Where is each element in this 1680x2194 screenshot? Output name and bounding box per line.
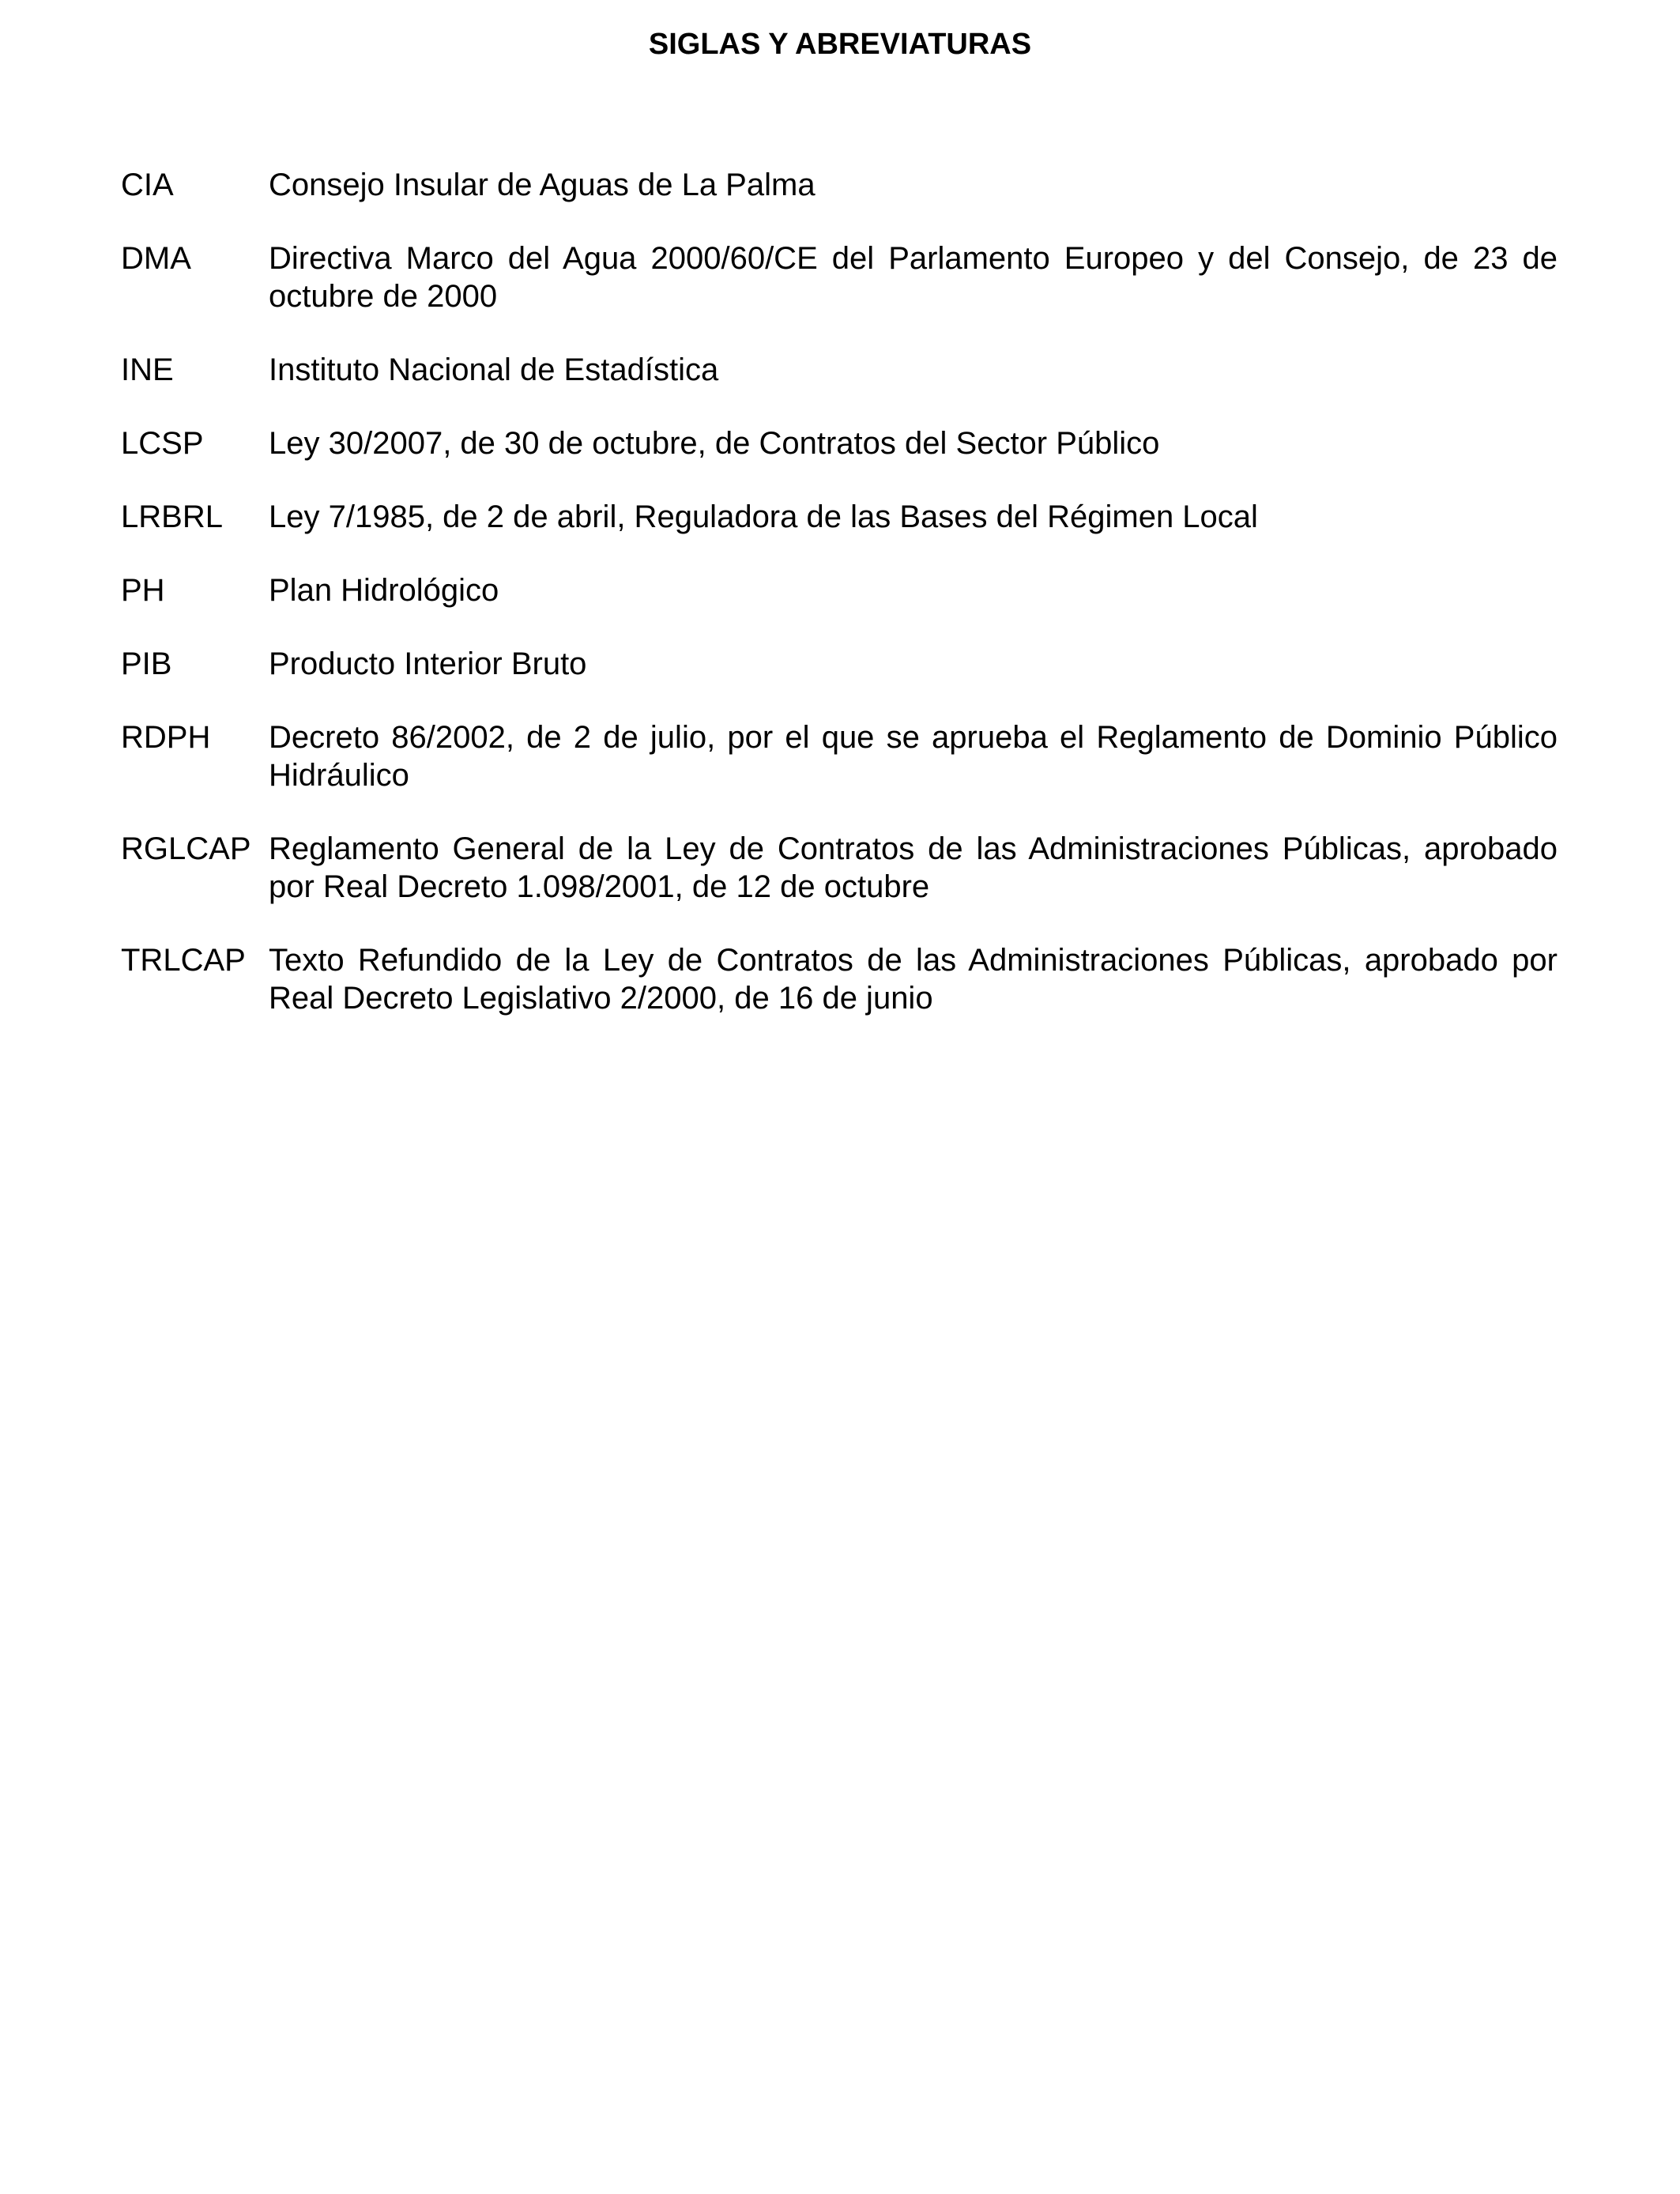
abbreviation-term: RGLCAP: [121, 831, 251, 866]
abbreviation-definition: Directiva Marco del Agua 2000/60/CE del Parlamento Europeo y del Consejo, de 23 de octubre de 2000: [269, 241, 1558, 314]
abbreviation-definition: Reglamento General de la Ley de Contratos de las Administraciones Públicas, aprobado por Real Decreto 1.098/2001, de 12 de octubre: [269, 831, 1558, 904]
abbreviation-list: [121, 166, 1558, 1053]
abbreviation-entry-trlcap: [121, 941, 1558, 1017]
abbreviation-entry-rglcap: [121, 830, 1558, 906]
abbreviation-term: RDPH: [121, 720, 211, 755]
abbreviation-definition: Producto Interior Bruto: [269, 647, 587, 681]
abbreviation-term: INE: [121, 352, 174, 387]
abbreviation-term: LRBRL: [121, 499, 223, 534]
abbreviation-term: DMA: [121, 241, 191, 276]
abbreviation-definition: Ley 30/2007, de 30 de octubre, de Contratos del Sector Público: [269, 426, 1160, 461]
page-title: SIGLAS Y ABREVIATURAS: [648, 28, 1032, 61]
abbreviation-definition: Instituto Nacional de Estadística: [269, 352, 719, 387]
abbreviation-definition: Texto Refundido de la Ley de Contratos de las Administraciones Públicas, aprobado por Real Decreto Legislativo 2/2000, de 16 de junio: [269, 943, 1558, 1016]
abbreviation-definition: Consejo Insular de Aguas de La Palma: [269, 168, 816, 202]
abbreviation-term: CIA: [121, 168, 174, 202]
abbreviation-term: TRLCAP: [121, 943, 246, 978]
abbreviation-entry-rdph: [121, 718, 1558, 794]
abbreviation-term: PH: [121, 573, 165, 608]
abbreviation-entry-pib: [121, 645, 1558, 683]
abbreviation-definition: Decreto 86/2002, de 2 de julio, por el que se aprueba el Reglamento de Dominio Público Hidráulico: [269, 720, 1558, 793]
abbreviation-term: PIB: [121, 647, 172, 681]
abbreviation-entry-dma: [121, 239, 1558, 315]
abbreviation-entry-lrbrl: [121, 498, 1558, 536]
abbreviation-term: LCSP: [121, 426, 204, 461]
abbreviation-definition: Plan Hidrológico: [269, 573, 499, 608]
abbreviation-definition: Ley 7/1985, de 2 de abril, Reguladora de las Bases del Régimen Local: [269, 499, 1258, 534]
abbreviation-entry-cia: [121, 166, 1558, 204]
abbreviation-entry-lcsp: [121, 424, 1558, 462]
abbreviation-entry-ine: [121, 351, 1558, 389]
abbreviation-entry-ph: [121, 571, 1558, 609]
